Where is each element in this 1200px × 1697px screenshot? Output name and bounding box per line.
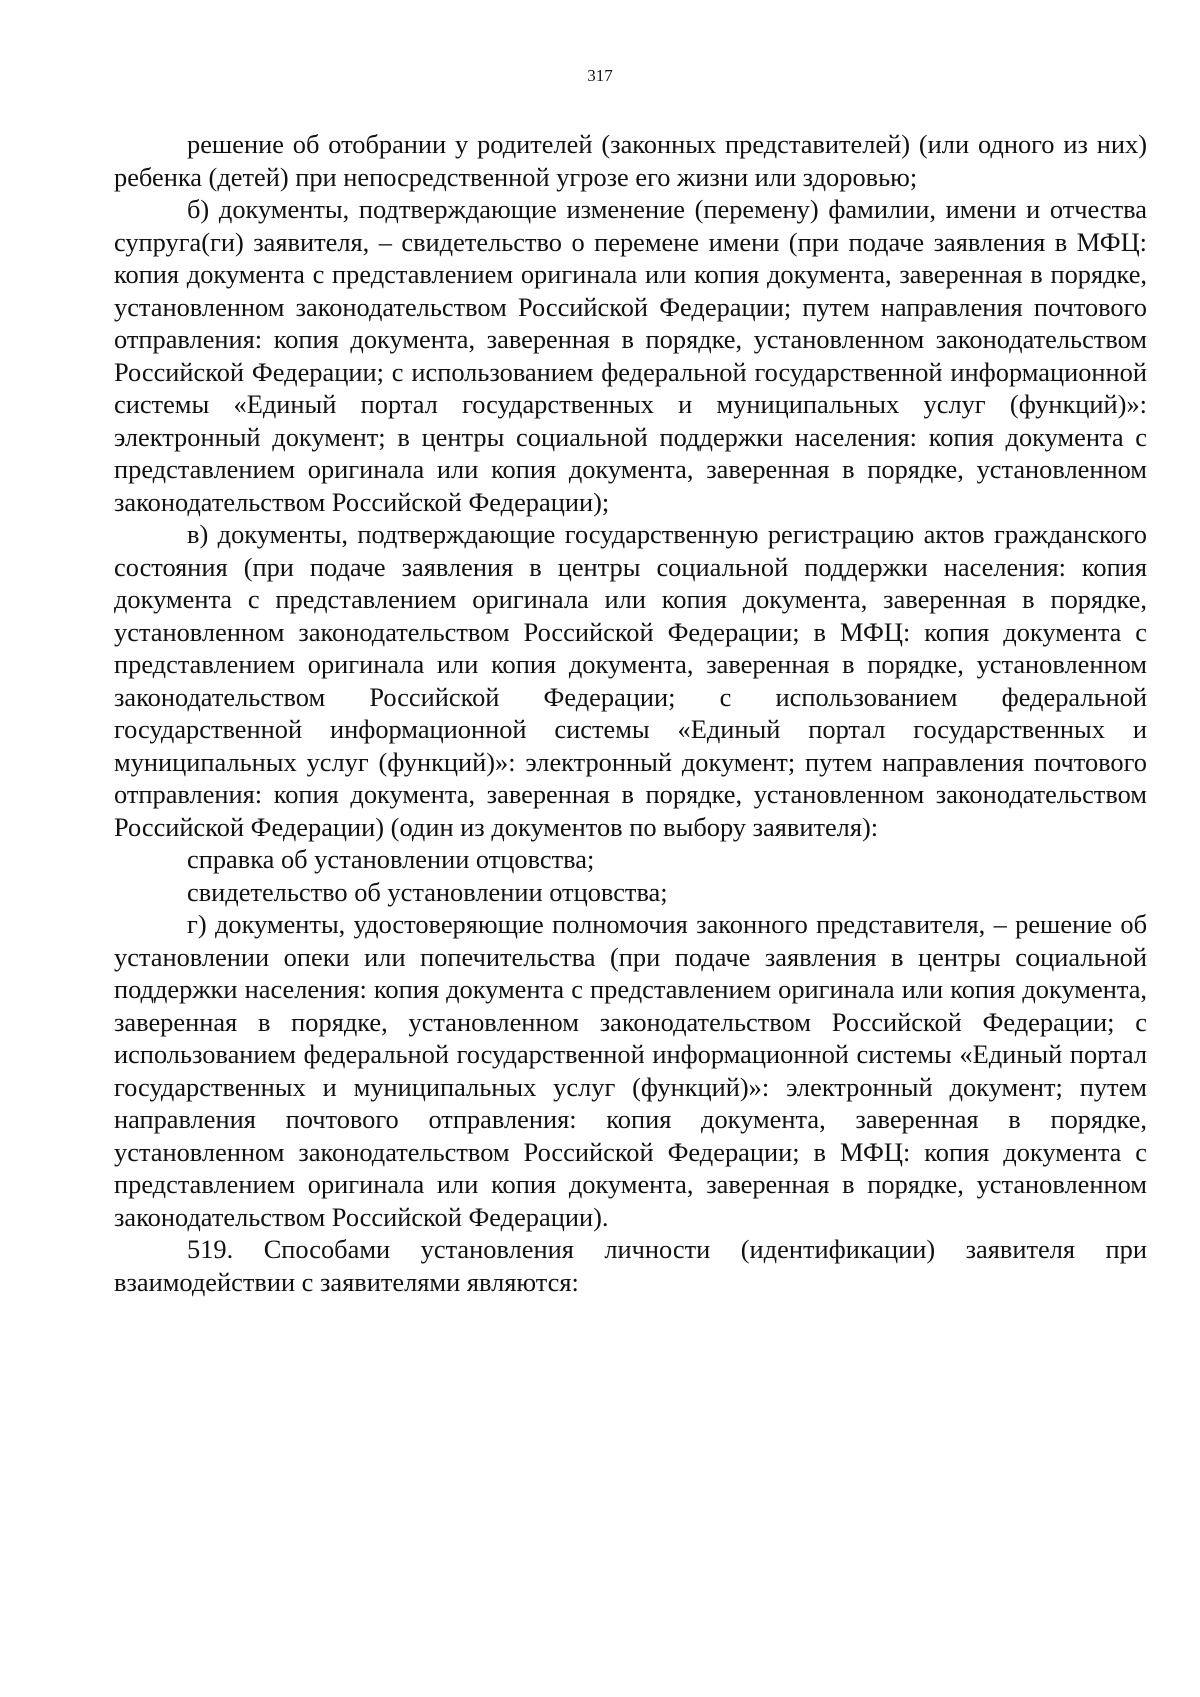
- paragraph-removal-decision: решение об отобрании у родителей (законных представителей) (или одного из них) ребенка (детей) при непосредственной угрозе его жизни или здоровью;: [114, 129, 1147, 192]
- paragraph-paternity-certificate: справка об установлении отцовства;: [187, 844, 595, 874]
- paragraph-b-name-change-documents: б) документы, подтверждающие изменение (перемену) фамилии, имени и отчества супруга(ги) заявителя, – свидетельство о перемене имени (при подаче заявления в МФЦ: копия документа с представлением оригинала или копия документа, заверенная в порядке, установленном законодательством Российской Федерации; путем направления почтового отправления: копия документа, заверенная в порядке, установленном законодательством Российской Федерации; с использованием федеральной государственной информационной системы «Единый портал государственных и муниципальных услуг (функций)»: электронный документ; в центры социальной поддержки населения: копия документа с представлением оригинала или копия документа, заверенная в порядке, установленном законодательством Российской Федерации);: [114, 194, 1147, 517]
- page-number: 317: [587, 66, 613, 85]
- paragraph-paternity-svidetelstvo: свидетельство об установлении отцовства;: [187, 876, 668, 907]
- document-body: [114, 128, 1147, 1298]
- paragraph-v-civil-registration-documents: в) документы, подтверждающие государственную регистрацию актов гражданского состояния (при подаче заявления в центры социальной поддержки населения: копия документа с представлением оригинала или копия документа, заверенная в порядке, установленном законодательством Российской Федерации; в МФЦ: копия документа с представлением оригинала или копия документа, заверенная в порядке, установленном законодательством Российской Федерации; с использованием федеральной государственной информационной системы «Единый портал государственных и муниципальных услуг (функций)»: электронный документ; путем направления почтового отправления: копия документа, заверенная в порядке, установленном законодательством Российской Федерации) (один из документов по выбору заявителя):: [114, 519, 1147, 842]
- paragraph-519-identification-methods: 519. Способами установления личности (идентификации) заявителя при взаимодействии с заявителями являются:: [114, 1234, 1147, 1297]
- paragraph-g-legal-representative-documents: г) документы, удостоверяющие полномочия законного представителя, – решение об установлении опеки или попечительства (при подаче заявления в центры социальной поддержки населения: копия документа с представлением оригинала или копия документа, заверенная в порядке, установленном законодательством Российской Федерации; с использованием федеральной государственной информационной системы «Единый портал государственных и муниципальных услуг (функций)»: электронный документ; путем направления почтового отправления: копия документа, заверенная в порядке, установленном законодательством Российской Федерации; в МФЦ: копия документа с представлением оригинала или копия документа, заверенная в порядке, установленном законодательством Российской Федерации).: [114, 909, 1147, 1232]
